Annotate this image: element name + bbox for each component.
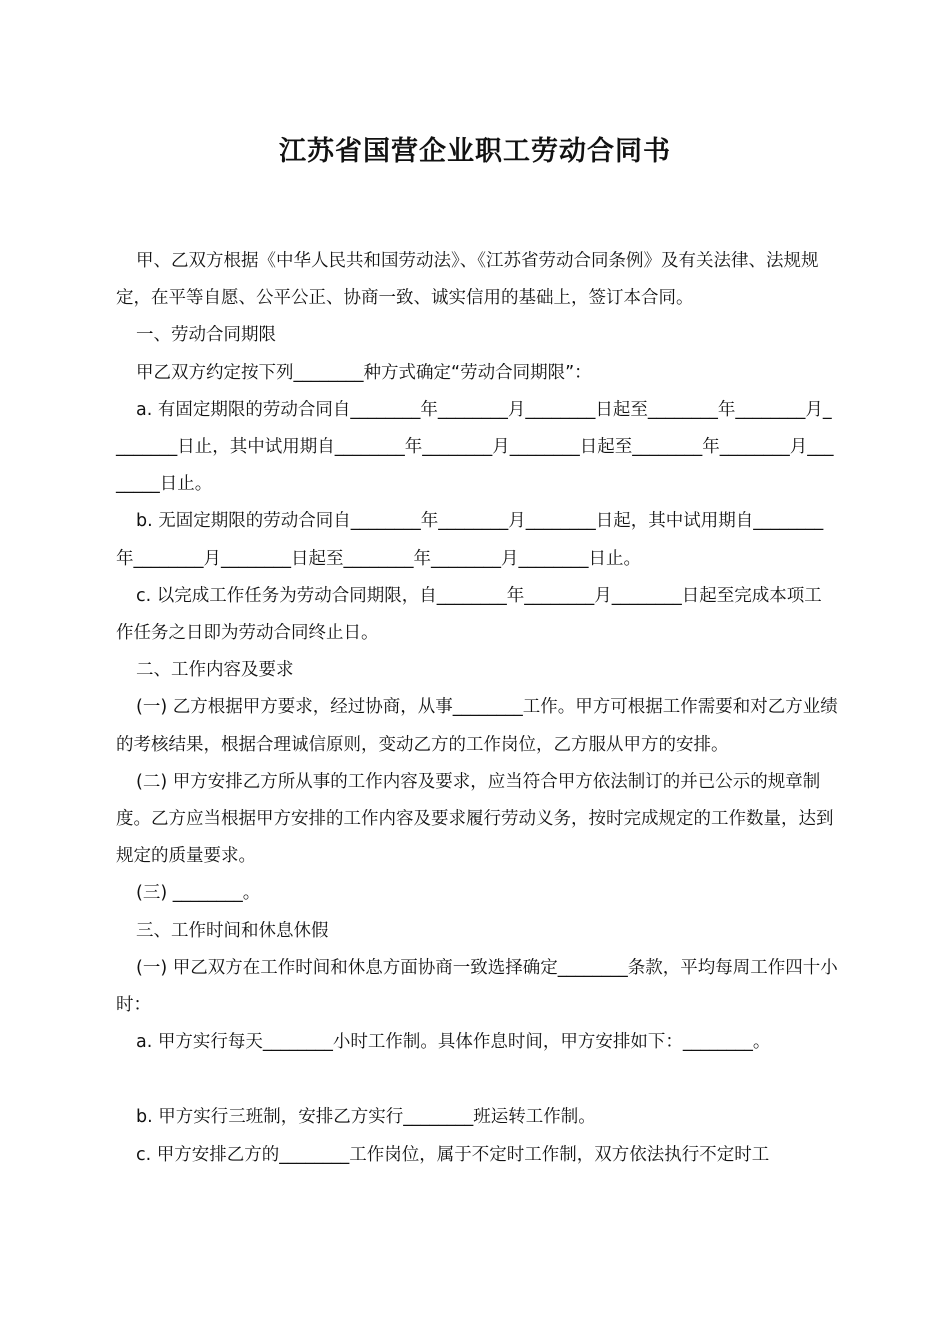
term-method-paragraph: 甲乙双方约定按下列________种方式确定“劳动合同期限”： (136, 362, 592, 383)
section-heading-contract-term: 一、劳动合同期限 (136, 325, 276, 346)
fixed-term-clause: a. 有固定期限的劳动合同自________年________月________日起至________年________月________日止，其中试用期自________年________月________日起至________年________月________日止。 (116, 399, 834, 495)
open-term-clause: b. 无固定期限的劳动合同自________年________月________日起，其中试用期自________年________月________日起至________年________月________日止。 (116, 511, 824, 569)
document-title: 江苏省国营企业职工劳动合同书 (279, 136, 671, 167)
work-content-clause-2: (二) 甲方安排乙方所从事的工作内容及要求，应当符合甲方依法制订的并已公示的规章制度。乙方应当根据甲方安排的工作内容及要求履行劳动义务，按时完成规定的工作数量，达到规定的质量要求。 (116, 771, 834, 867)
document-body (116, 243, 838, 1174)
section-heading-work-content: 二、工作内容及要求 (136, 660, 294, 681)
working-hours-clause-1: (一) 甲乙双方在工作时间和休息方面协商一致选择确定________条款，平均每周工作四十小时： (116, 957, 838, 1016)
working-hours-option-a: a. 甲方实行每天________小时工作制。具体作息时间，甲方安排如下：________。 (136, 1032, 771, 1053)
work-content-clause-1: (一) 乙方根据甲方要求，经过协商，从事________工作。甲方可根据工作需要和对乙方业绩的考核结果，根据合理诚信原则，变动乙方的工作岗位，乙方服从甲方的安排。 (116, 697, 838, 755)
task-based-term-clause: c. 以完成工作任务为劳动合同期限，自________年________月________日起至完成本项工作任务之日即为劳动合同终止日。 (116, 585, 822, 644)
preamble-paragraph: 甲、乙双方根据《中华人民共和国劳动法》、《江苏省劳动合同条例》及有关法律、法规规定，在平等自愿、公平公正、协商一致、诚实信用的基础上，签订本合同。 (116, 251, 819, 309)
section-heading-working-hours: 三、工作时间和休息休假 (136, 920, 329, 941)
work-content-clause-3: (三) ________。 (136, 883, 261, 904)
working-hours-option-c: c. 甲方安排乙方的________工作岗位，属于不定时工作制，双方依法执行不定时工 (136, 1144, 770, 1165)
working-hours-option-b: b. 甲方实行三班制，安排乙方实行________班运转工作制。 (136, 1107, 596, 1128)
